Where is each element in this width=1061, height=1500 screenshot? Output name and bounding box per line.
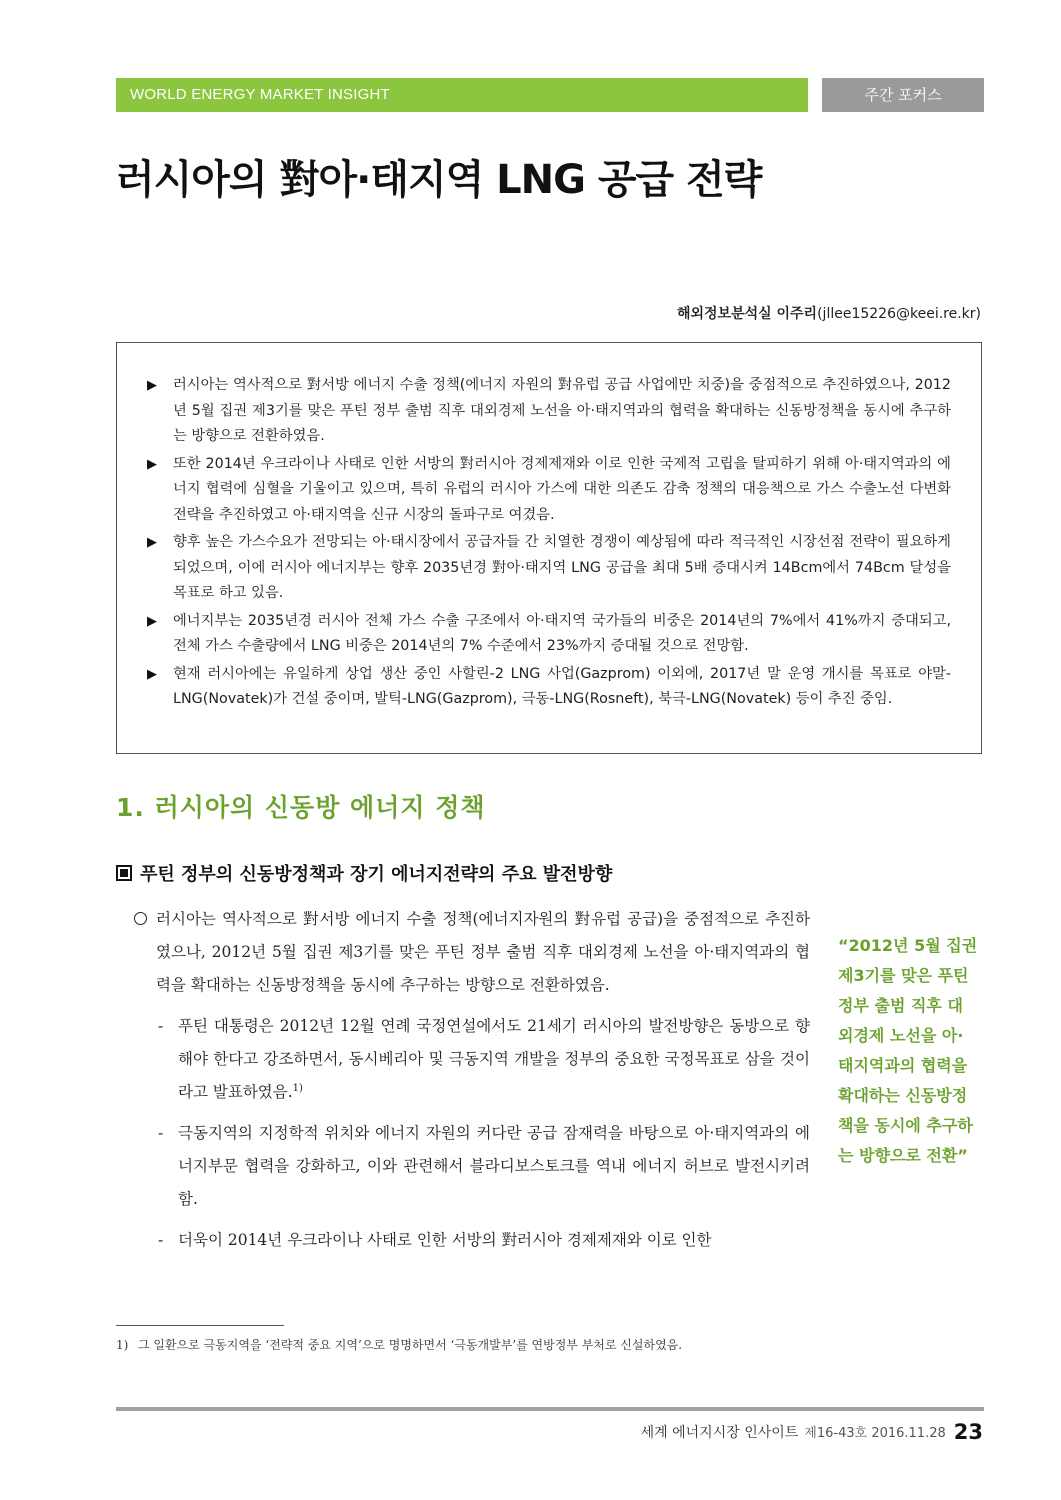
summary-item: ▶ 향후 높은 가스수요가 전망되는 아·태시장에서 공급자들 간 치열한 경쟁이 예상됨에 따라 적극적인 시장선점 전략이 필요하게 되었으며, 이에 러시아 에너지부는 향후 2035년경 對아·태지역 LNG 공급을 최대 5배 증대시켜 14Bcm에서 74Bcm 달성을 목표로 하고 있음. — [147, 530, 951, 607]
footnote-text: 그 일환으로 극동지역을 ‘전략적 중요 지역’으로 명명하면서 ‘극동개발부’를 연방정부 부처로 신설하였음. — [138, 1338, 683, 1352]
header-series-label: WORLD ENERGY MARKET INSIGHT — [130, 86, 390, 103]
triangle-bullet-icon: ▶ — [147, 666, 157, 682]
square-bullet-icon — [116, 865, 132, 881]
circle-bullet-icon — [134, 912, 147, 925]
page-number: 23 — [953, 1420, 983, 1444]
summary-item: ▶ 현재 러시아에는 유일하게 상업 생산 중인 사할린-2 LNG 사업(Gazprom) 이외에, 2017년 말 운영 개시를 목표로 야말-LNG(Novatek)가 건설 중이며, 발틱-LNG(Gazprom), 극동-LNG(Rosneft), 북극-LNG(Novatek) 등이 추진 중임. — [147, 662, 951, 713]
author-email[interactable]: (jllee15226@keei.re.kr) — [817, 306, 981, 322]
page-footer — [641, 1420, 983, 1444]
header-tag-label: 주간 포커스 — [864, 86, 942, 104]
summary-item: ▶ 러시아는 역사적으로 對서방 에너지 수출 정책(에너지 자원의 對유럽 공급 사업에만 치중)을 중점적으로 추진하였으나, 2012년 5월 집권 제3기를 맞은 푸틴 정부 출범 직후 대외경제 노선을 아·태지역과의 협력을 확대하는 신동방정책을 동시에 추구하는 방향으로 전환하였음. — [147, 373, 951, 450]
dash-bullet: - — [158, 1124, 164, 1142]
triangle-bullet-icon: ▶ — [147, 456, 157, 472]
footnote-divider — [116, 1325, 284, 1326]
pull-quote: “2012년 5월 집권 제3기를 맞은 푸틴 정부 출범 직후 대외경제 노선을 아·태지역과의 협력을 확대하는 신동방정책을 동시에 추구하는 방향으로 전환” — [838, 936, 978, 1165]
footnote — [116, 1334, 810, 1356]
body-text — [134, 903, 810, 1257]
footnote-number: 1) — [116, 1338, 129, 1352]
dash-bullet: - — [158, 1017, 164, 1035]
summary-box — [116, 342, 982, 754]
triangle-bullet-icon: ▶ — [147, 613, 157, 629]
subsection-label: 푸틴 정부의 신동방정책과 장기 에너지전략의 주요 발전방향 — [140, 864, 613, 885]
summary-item: ▶ 에너지부는 2035년경 러시아 전체 가스 수출 구조에서 아·태지역 국가들의 비중은 2014년의 7%에서 41%까지 증대되고, 전체 가스 수출량에서 LNG 비중은 2014년의 7% 수준에서 23%까지 증대될 것으로 전망함. — [147, 609, 951, 660]
header-series-bar — [116, 78, 808, 112]
author-line — [677, 303, 981, 323]
footer-issue: 제16-43호 2016.11.28 — [804, 1426, 946, 1441]
body-paragraph: 러시아는 역사적으로 對서방 에너지 수출 정책(에너지자원의 對유럽 공급)을 중점적으로 추진하였으나, 2012년 5월 집권 제3기를 맞은 푸틴 정부 출범 직후 대외경제 노선을 아·태지역과의 협력을 확대하는 신동방정책을 동시에 추구하는 방향으로 전환하였음. — [134, 903, 810, 1002]
header-tag — [822, 78, 984, 112]
summary-item: ▶ 또한 2014년 우크라이나 사태로 인한 서방의 對러시아 경제제재와 이로 인한 국제적 고립을 탈피하기 위해 아·태지역과의 에너지 협력에 심혈을 기울이고 있으며, 특히 유럽의 러시아 가스에 대한 의존도 감축 정책의 대응책으로 가스 수출노선 다변화 전략을 추진하였고 아·태지역을 신규 시장의 돌파구로 여겼음. — [147, 452, 951, 529]
page-title: 러시아의 對아·태지역 LNG 공급 전략 — [116, 157, 762, 203]
body-sub-item: - 극동지역의 지정학적 위치와 에너지 자원의 커다란 공급 잠재력을 바탕으로 아·태지역과의 에너지부문 협력을 강화하고, 이와 관련해서 블라디보스토크를 역내 에너지 허브로 발전시키려 함. — [134, 1117, 810, 1216]
subsection-heading — [116, 860, 612, 886]
triangle-bullet-icon: ▶ — [147, 535, 157, 550]
footer-divider — [116, 1407, 984, 1411]
summary-list — [147, 373, 951, 713]
body-sub-item: - 푸틴 대통령은 2012년 12월 연례 국정연설에서도 21세기 러시아의 발전방향은 동방으로 향해야 한다고 강조하면서, 동시베리아 및 극동지역 개발을 정부의 중요한 국정목표로 삼을 것이라고 발표하였음.$^{1)}$ — [134, 1010, 810, 1109]
body-sub-item: - 더욱이 2014년 우크라이나 사태로 인한 서방의 對러시아 경제제재와 이로 인한 — [134, 1224, 810, 1257]
footnote-ref[interactable]: 1) — [292, 1082, 303, 1094]
triangle-bullet-icon: ▶ — [147, 378, 157, 393]
dash-bullet: - — [158, 1231, 164, 1249]
section-heading: 1. 러시아의 신동방 에너지 정책 — [116, 793, 486, 822]
footer-publication: 세계 에너지시장 인사이트 — [640, 1425, 799, 1441]
author-name: 해외정보분석실 이주리 — [676, 306, 818, 322]
